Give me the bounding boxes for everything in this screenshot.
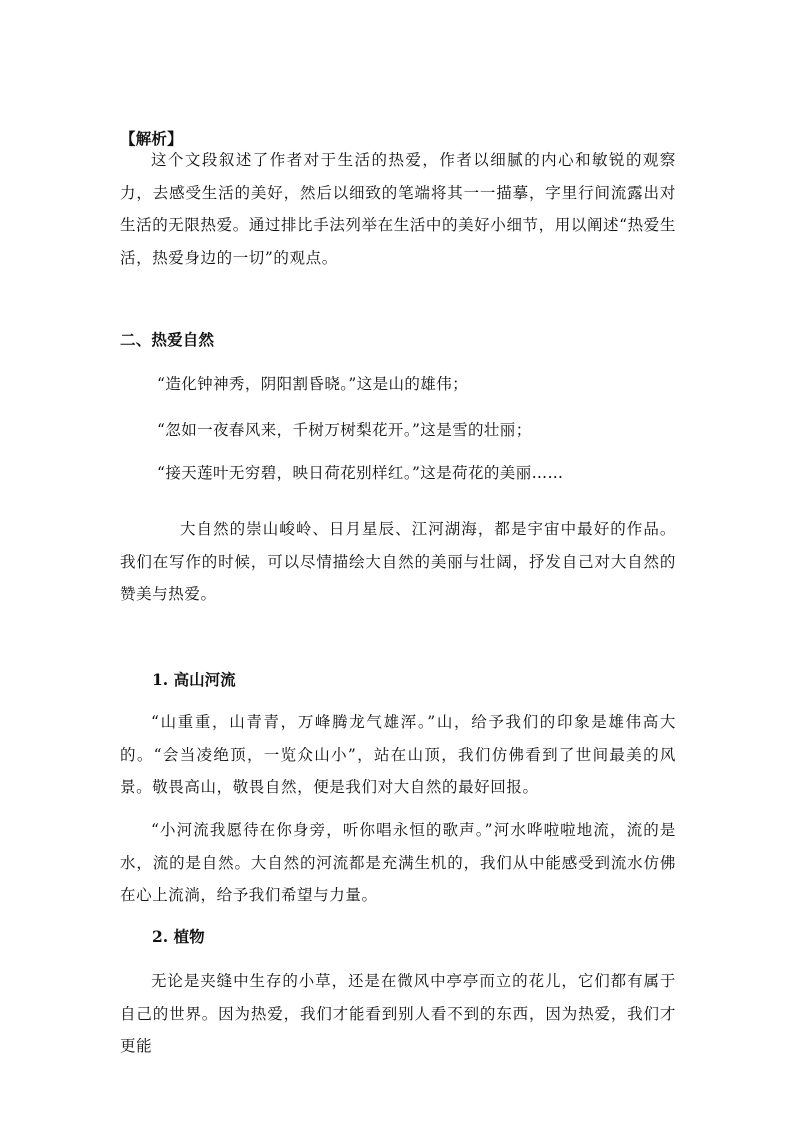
nature-intro-paragraph: 大自然的崇山峻岭、日月星辰、江河湖海，都是宇宙中最好的作品。我们在写作的时候，可以尽情描绘大自然的美丽与壮阔，抒发自己对大自然的赞美与热爱。 [120,520,676,603]
subheading-plants: 2. 植物 [152,927,205,946]
mountains-paragraph: “山重重，山青青，万峰腾龙气雄浑。”山，给予我们的印象是雄伟高大的。“会当凌绝顶，一览众山小”，站在山顶，我们仿佛看到了世间最美的风景。敬畏高山，敬畏自然，便是我们对大自然的最好回报。 [120,713,676,796]
quote-lotus: “接天莲叶无穷碧，映日荷花别样红。”这是荷花的美丽…… [157,464,564,482]
quote-snow: “忽如一夜春风来，千树万树梨花开。”这是雪的壮丽； [157,421,532,439]
subheading-mountains-rivers: 1. 高山河流 [152,670,236,689]
section-heading-love-nature: 二、热爱自然 [120,330,215,349]
plants-paragraph: 无论是夹缝中生存的小草，还是在微风中亭亭而立的花儿，它们都有属于自己的世界。因为热爱，我们才能看到别人看不到的东西，因为热爱，我们才更能 [120,972,676,1055]
quote-mountain: “造化钟神秀，阴阳割昏晓。”这是山的雄伟； [157,375,468,393]
analysis-paragraph: 这个文段叙述了作者对于生活的热爱，作者以细腻的内心和敏锐的观察力，去感受生活的美好，然后以细致的笔端将其一一描摹，字里行间流露出对生活的无限热爱。通过排比手法列举在生活中的美好小细节，用以阐述“热爱生活，热爱身边的一切”的观点。 [120,151,676,267]
rivers-paragraph: “小河流我愿待在你身旁，听你唱永恒的歌声。”河水哗啦啦地流，流的是水，流的是自然。大自然的河流都是充满生机的，我们从中能感受到流水仿佛在心上流淌，给予我们希望与力量。 [120,821,676,904]
analysis-label: 【解析】 [120,129,183,148]
